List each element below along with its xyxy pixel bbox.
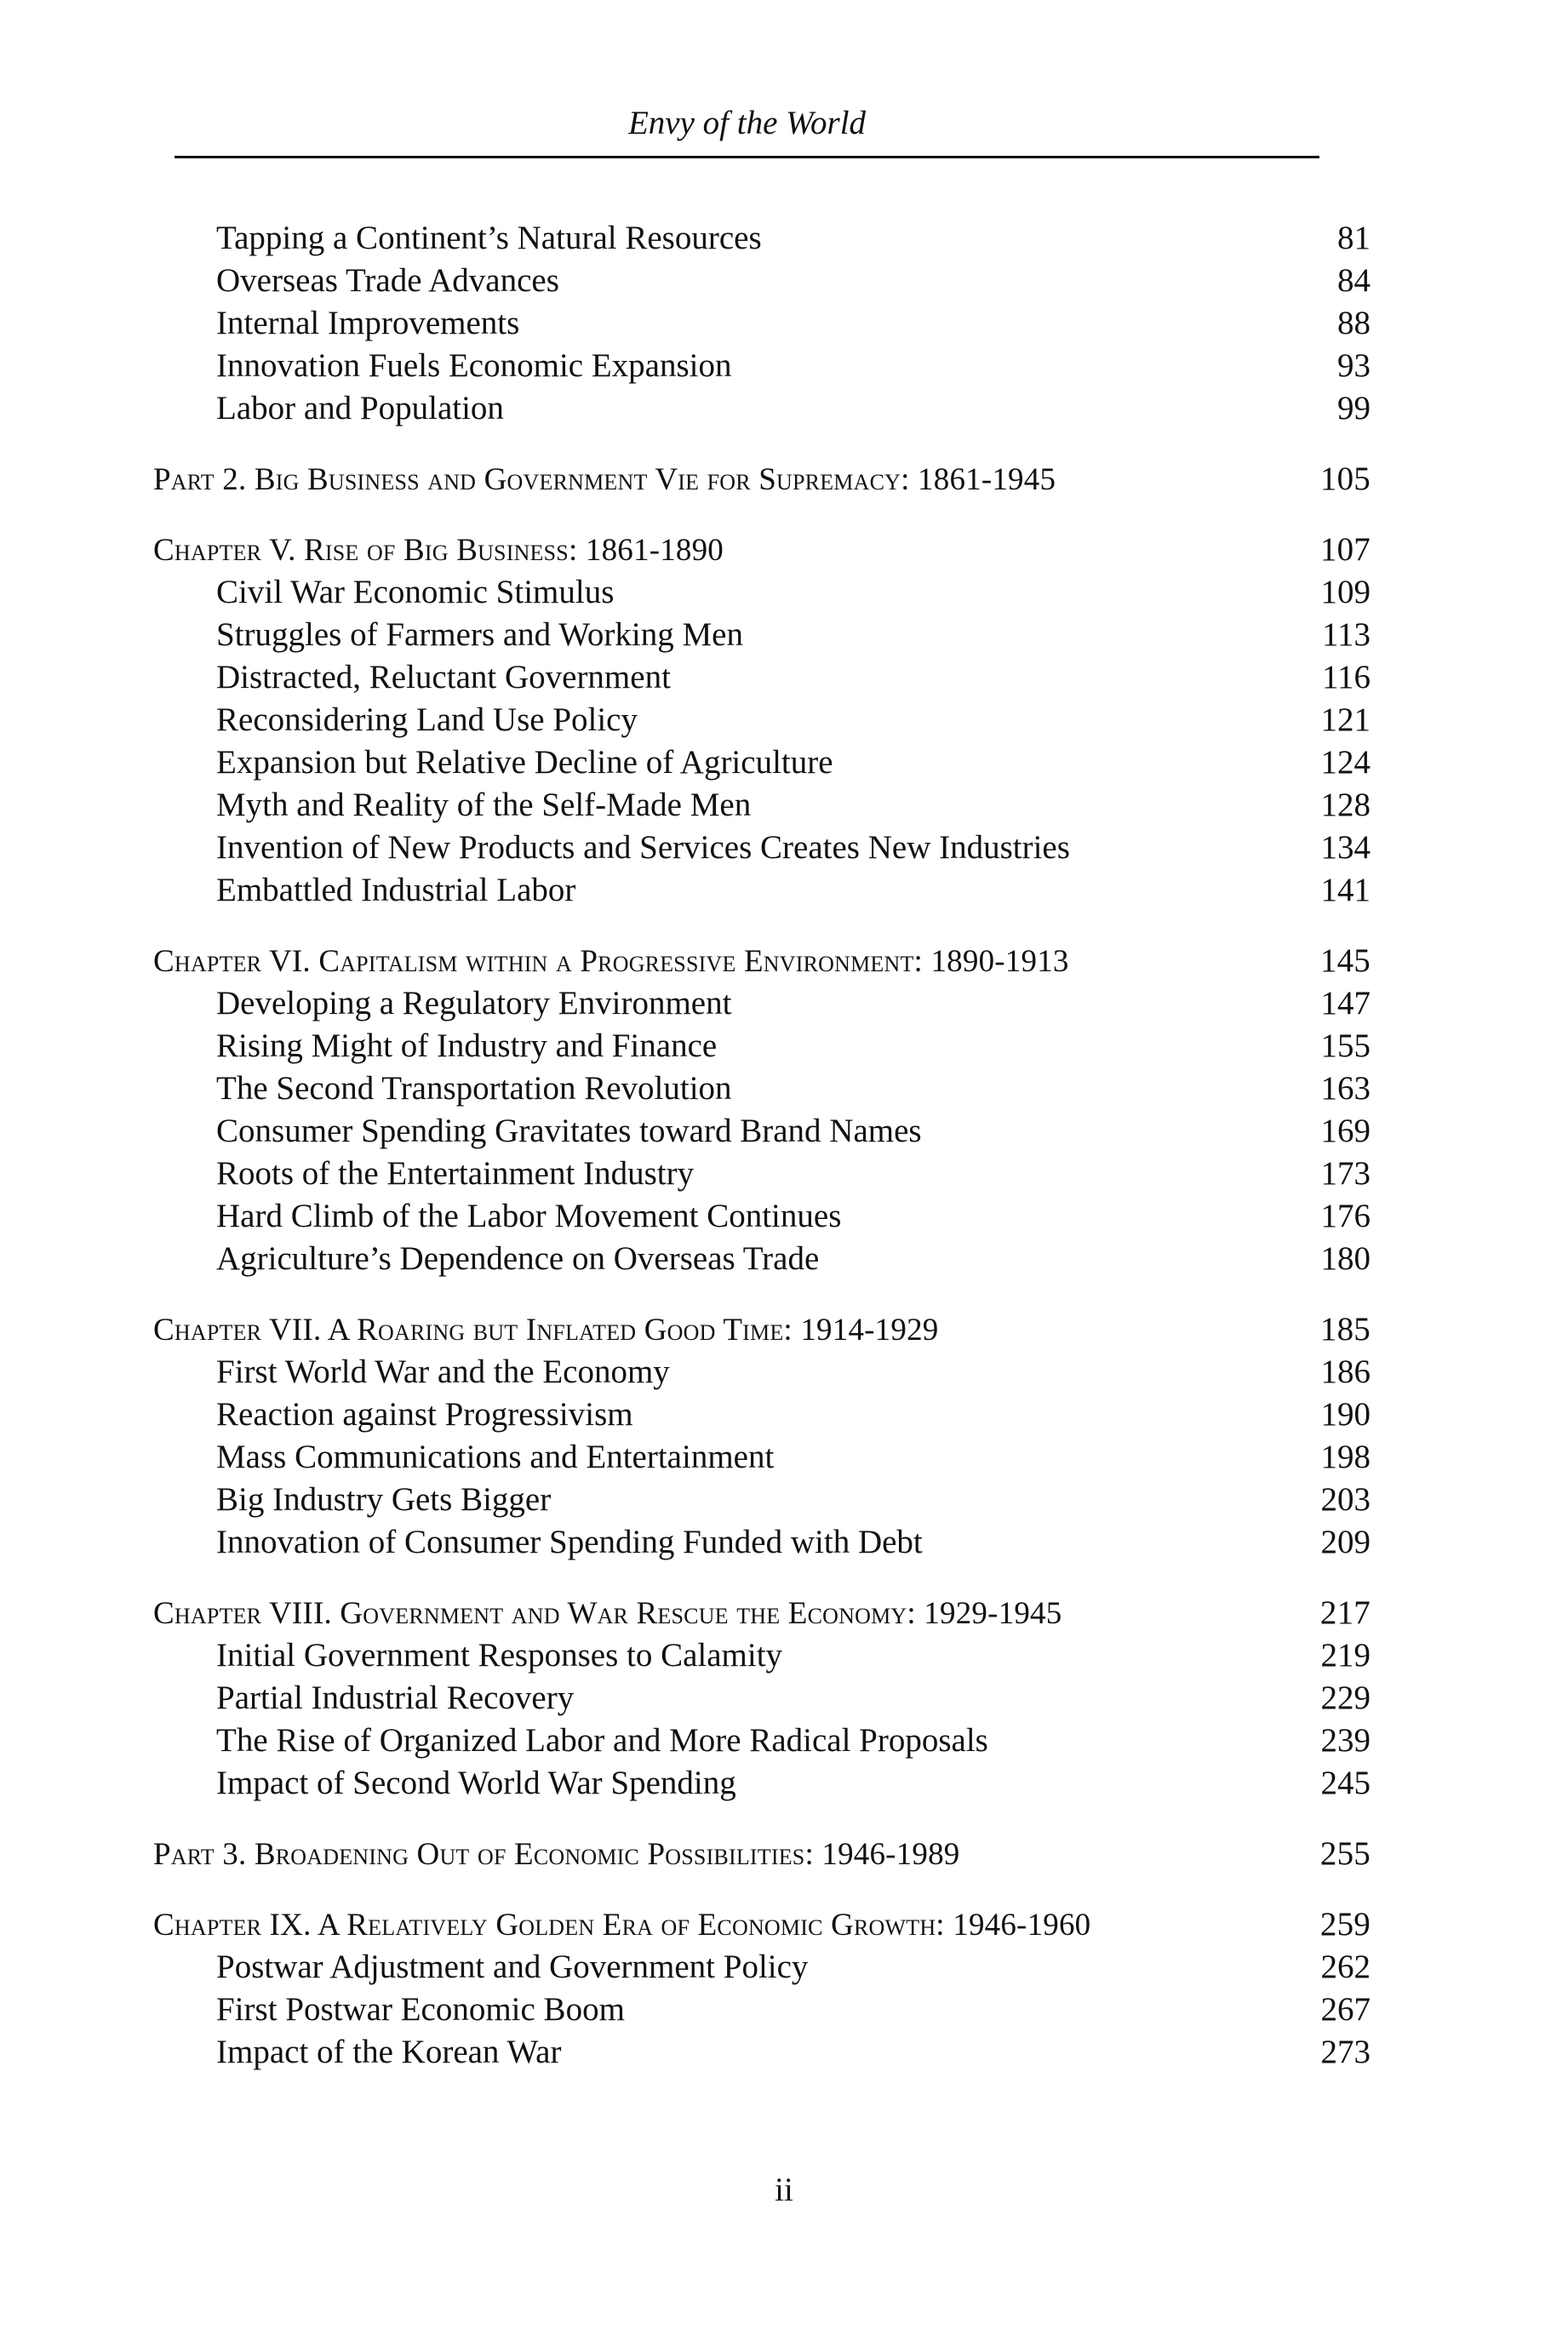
toc-entry [153, 656, 1371, 699]
entry-page-number: 186 [1320, 1353, 1371, 1390]
entry-title: Reconsidering Land Use Policy [216, 701, 638, 738]
entry-page-number: 93 [1337, 347, 1371, 384]
entry-title: Part 2. Big Business and Government Vie for Supremacy: 1861-1945 [153, 462, 1056, 497]
toc-entry [153, 1762, 1371, 1805]
toc-entry [153, 2031, 1371, 2074]
chapter-heading-entry [153, 1903, 1371, 1946]
toc-entry [153, 1946, 1371, 1989]
toc-entry [153, 1720, 1371, 1762]
entry-page-number: 155 [1320, 1027, 1371, 1064]
toc-entry [153, 1238, 1371, 1280]
entry-title: Initial Government Responses to Calamity [216, 1637, 783, 1674]
toc-entry [153, 1436, 1371, 1479]
toc-entry [153, 1393, 1371, 1436]
entry-page-number: 267 [1320, 1991, 1371, 2028]
entry-title: Impact of Second World War Spending [216, 1765, 736, 1801]
toc-entry [153, 784, 1371, 827]
entry-page-number: 145 [1319, 942, 1371, 979]
chapter-heading-entry [153, 529, 1371, 571]
entry-page-number: 173 [1320, 1155, 1371, 1192]
toc-entry [153, 1989, 1371, 2031]
entry-title: The Second Transportation Revolution [216, 1070, 732, 1107]
toc-entry [153, 1195, 1371, 1238]
entry-page-number: 99 [1337, 390, 1371, 426]
toc-entry [153, 1521, 1371, 1564]
toc-entry [153, 571, 1371, 614]
entry-page-number: 190 [1320, 1396, 1371, 1433]
entry-title: Hard Climb of the Labor Movement Continues [216, 1198, 842, 1234]
entry-title: Agriculture’s Dependence on Overseas Trade [216, 1240, 820, 1277]
entry-title: Part 3. Broadening Out of Economic Possibilities: 1946-1989 [153, 1837, 960, 1872]
entry-title: Mass Communications and Entertainment [216, 1439, 775, 1475]
entry-page-number: 81 [1337, 220, 1371, 256]
entry-page-number: 185 [1319, 1311, 1371, 1348]
entry-page-number: 259 [1319, 1906, 1371, 1943]
chapter-heading-entry [153, 940, 1371, 982]
entry-page-number: 134 [1320, 829, 1371, 866]
entry-page-number: 141 [1320, 872, 1371, 908]
entry-title: Struggles of Farmers and Working Men [216, 616, 743, 653]
toc-entry [153, 982, 1371, 1025]
entry-page-number: 121 [1320, 701, 1371, 738]
toc-entry [153, 302, 1371, 345]
chapter-heading-entry [153, 1592, 1371, 1634]
entry-page-number: 116 [1321, 659, 1371, 695]
entry-title: Tapping a Continent’s Natural Resources [216, 220, 762, 256]
toc-entry [153, 387, 1371, 430]
entry-title: Chapter VIII. Government and War Rescue the Economy: 1929-1945 [153, 1596, 1062, 1631]
toc-entry [153, 1025, 1371, 1067]
entry-title: Innovation Fuels Economic Expansion [216, 347, 732, 384]
entry-title: The Rise of Organized Labor and More Radical Proposals [216, 1722, 988, 1759]
toc-entry [153, 1351, 1371, 1393]
toc-entry [153, 699, 1371, 741]
running-head: Envy of the World [627, 105, 867, 141]
toc-entry [153, 345, 1371, 387]
entry-page-number: 245 [1320, 1765, 1371, 1801]
entry-title: Reaction against Progressivism [216, 1396, 633, 1433]
entry-page-number: 217 [1319, 1594, 1371, 1631]
entry-title: Myth and Reality of the Self-Made Men [216, 787, 752, 823]
entry-title: Distracted, Reluctant Government [216, 659, 671, 695]
entry-title: Chapter V. Rise of Big Business: 1861-1890 [153, 533, 724, 568]
toc-entry [153, 741, 1371, 784]
header-rule [175, 156, 1319, 158]
entry-title: Partial Industrial Recovery [216, 1680, 575, 1716]
part-heading-entry [153, 458, 1371, 501]
entry-page-number: 169 [1320, 1113, 1371, 1149]
entry-title: First Postwar Economic Boom [216, 1991, 625, 2028]
toc-entry [153, 260, 1371, 302]
entry-title: Internal Improvements [216, 305, 520, 341]
entry-page-number: 84 [1337, 262, 1371, 299]
entry-title: Overseas Trade Advances [216, 262, 559, 299]
entry-page-number: 107 [1319, 531, 1371, 568]
toc-entry [153, 1153, 1371, 1195]
entry-page-number: 176 [1320, 1198, 1371, 1234]
entry-title: Impact of the Korean War [216, 2034, 562, 2070]
entry-page-number: 88 [1337, 305, 1371, 341]
entry-page-number: 128 [1320, 787, 1371, 823]
entry-page-number: 262 [1320, 1949, 1371, 1985]
toc-entry [153, 1110, 1371, 1153]
toc-entry [153, 217, 1371, 260]
entry-title: Innovation of Consumer Spending Funded with Debt [216, 1524, 923, 1560]
entry-title: Civil War Economic Stimulus [216, 574, 615, 610]
toc-entry [153, 1677, 1371, 1720]
toc-entry [153, 1479, 1371, 1521]
entry-page-number: 273 [1320, 2034, 1371, 2070]
entry-title: Chapter IX. A Relatively Golden Era of Economic Growth: 1946-1960 [153, 1908, 1091, 1943]
entry-title: First World War and the Economy [216, 1353, 670, 1390]
entry-page-number: 105 [1319, 461, 1371, 497]
entry-page-number: 255 [1319, 1835, 1371, 1872]
entry-title: Expansion but Relative Decline of Agriculture [216, 744, 833, 781]
entry-title: Chapter VII. A Roaring but Inflated Good Time: 1914-1929 [153, 1313, 939, 1348]
entry-page-number: 109 [1320, 574, 1371, 610]
entry-page-number: 163 [1320, 1070, 1371, 1107]
entry-title: Chapter VI. Capitalism within a Progressive Environment: 1890-1913 [153, 944, 1069, 979]
chapter-heading-entry [153, 1308, 1371, 1351]
table-of-contents [153, 217, 1371, 2074]
entry-page-number: 198 [1320, 1439, 1371, 1475]
entry-page-number: 219 [1320, 1637, 1371, 1674]
part-heading-entry [153, 1833, 1371, 1875]
entry-page-number: 124 [1320, 744, 1371, 781]
entry-title: Big Industry Gets Bigger [216, 1481, 552, 1518]
entry-title: Rising Might of Industry and Finance [216, 1027, 718, 1064]
entry-title: Roots of the Entertainment Industry [216, 1155, 695, 1192]
entry-page-number: 113 [1321, 616, 1371, 653]
entry-title: Embattled Industrial Labor [216, 872, 576, 908]
toc-entry [153, 1634, 1371, 1677]
toc-entry [153, 827, 1371, 869]
toc-entry [153, 869, 1371, 912]
entry-title: Labor and Population [216, 390, 504, 426]
entry-page-number: 203 [1320, 1481, 1371, 1518]
entry-title: Consumer Spending Gravitates toward Brand Names [216, 1113, 922, 1149]
entry-title: Postwar Adjustment and Government Policy [216, 1949, 809, 1985]
toc-entry [153, 1067, 1371, 1110]
entry-title: Developing a Regulatory Environment [216, 985, 732, 1021]
entry-title: Invention of New Products and Services Creates New Industries [216, 829, 1070, 866]
page-number: ii [775, 2172, 793, 2208]
toc-entry [153, 614, 1371, 656]
entry-page-number: 209 [1320, 1524, 1371, 1560]
entry-page-number: 229 [1320, 1680, 1371, 1716]
entry-page-number: 239 [1320, 1722, 1371, 1759]
entry-page-number: 180 [1320, 1240, 1371, 1277]
entry-page-number: 147 [1320, 985, 1371, 1021]
